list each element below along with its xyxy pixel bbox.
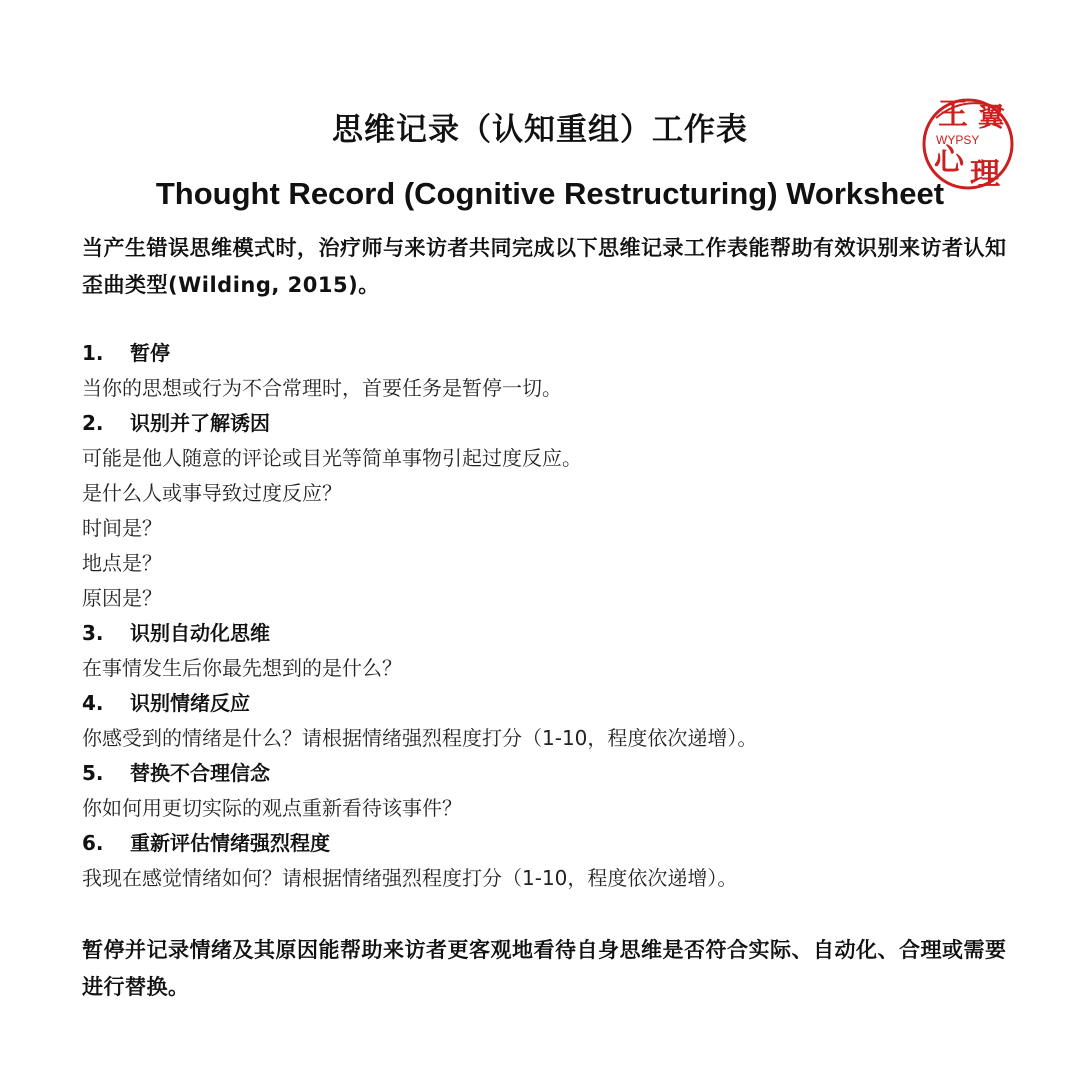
step-number: 3. xyxy=(82,621,104,645)
intro-paragraph: 当产生错误思维模式时，治疗师与来访者共同完成以下思维记录工作表能帮助有效识别来访者认知歪曲类型(Wilding, 2015)。 xyxy=(82,236,1007,297)
step-description: 是什么人或事导致过度反应？ xyxy=(82,481,342,505)
step-heading xyxy=(82,756,1022,791)
step-description: 我现在感觉情绪如何？请根据情绪强烈程度打分（1-10，程度依次递增）。 xyxy=(82,866,738,890)
title-chinese: 思维记录（认知重组）工作表 xyxy=(332,112,748,148)
step-description: 你如何用更切实际的观点重新看待该事件？ xyxy=(82,796,462,820)
step-description: 可能是他人随意的评论或目光等简单事物引起过度反应。 xyxy=(82,446,582,470)
step-heading xyxy=(82,406,1022,441)
conclusion-paragraph: 暂停并记录情绪及其原因能帮助来访者更客观地看待自身思维是否符合实际、自动化、合理或需要进行替换。 xyxy=(82,938,1007,999)
step-number: 6. xyxy=(82,831,104,855)
step-heading xyxy=(82,616,1022,651)
step-description: 你感受到的情绪是什么？请根据情绪强烈程度打分（1-10，程度依次递增）。 xyxy=(82,726,758,750)
step-title: 替换不合理信念 xyxy=(130,761,270,785)
step-description: 地点是？ xyxy=(82,551,162,575)
step-title: 暂停 xyxy=(130,341,170,365)
step-heading xyxy=(82,686,1022,721)
step-number: 5. xyxy=(82,761,104,785)
step-description: 在事情发生后你最先想到的是什么？ xyxy=(82,656,402,680)
svg-text:翼: 翼 xyxy=(978,103,1005,133)
step-number: 1. xyxy=(82,341,104,365)
step-heading xyxy=(82,336,1022,371)
step-title: 识别并了解诱因 xyxy=(130,411,270,435)
svg-text:理: 理 xyxy=(970,157,1000,192)
step-title: 识别自动化思维 xyxy=(130,621,270,645)
step-heading xyxy=(82,826,1022,861)
step-title: 重新评估情绪强烈程度 xyxy=(130,831,330,855)
steps-list xyxy=(82,336,1022,896)
svg-text:心: 心 xyxy=(934,143,964,178)
step-description: 时间是？ xyxy=(82,516,162,540)
step-title: 识别情绪反应 xyxy=(130,691,250,715)
svg-text:王: 王 xyxy=(938,97,968,132)
title-english: Thought Record (Cognitive Restructuring) Worksheet xyxy=(155,176,945,211)
step-number: 2. xyxy=(82,411,104,435)
step-description: 当你的思想或行为不合常理时，首要任务是暂停一切。 xyxy=(82,376,562,400)
step-number: 4. xyxy=(82,691,104,715)
svg-text:WYPSY: WYPSY xyxy=(936,133,980,147)
step-description: 原因是？ xyxy=(82,586,162,610)
